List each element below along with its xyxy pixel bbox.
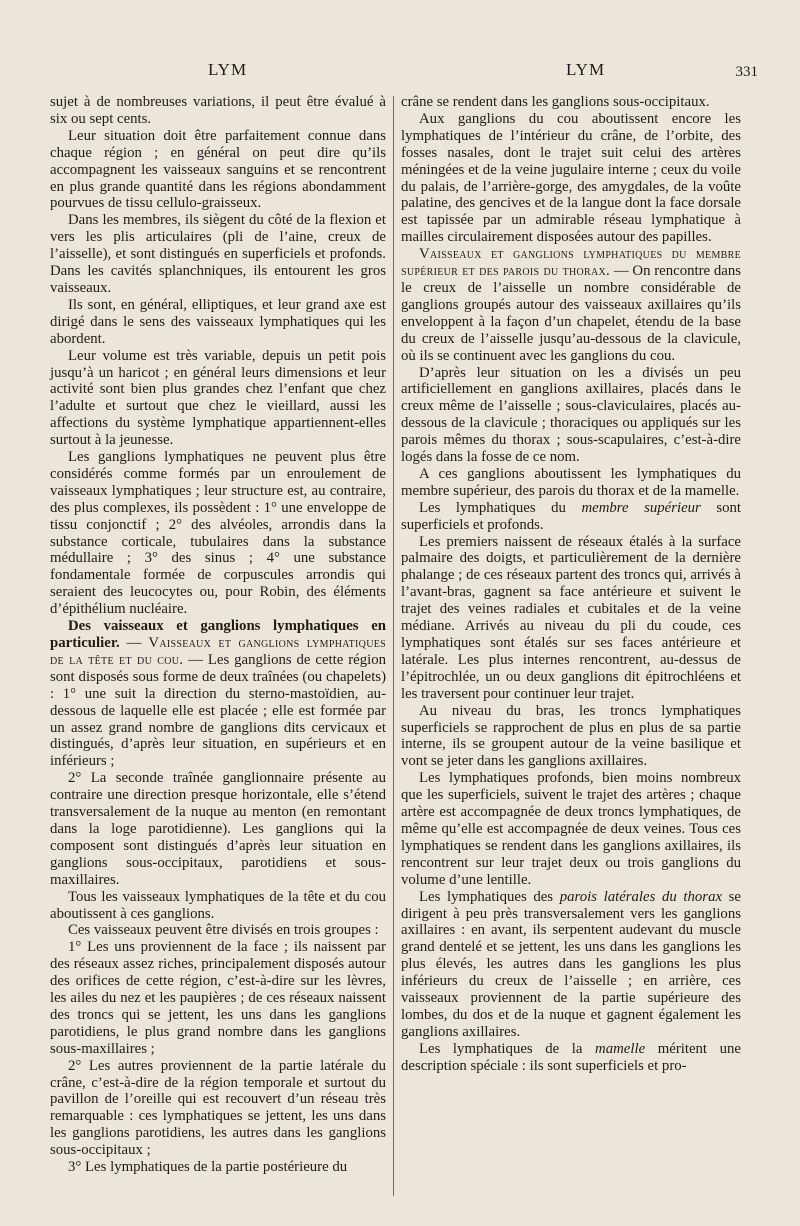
paragraph-text: — Les ganglions de cette région sont disposés sous forme de deux traînées (ou chapelets) : 1° une suit la direction du sterno-mastoïdien, au-dessous de laquelle elle est placée ; elle est formée par un assez grand nombre de ganglions dits cervicaux et distingués, d’après leur situation, en supérieurs et en inférieurs ; — [50, 651, 386, 770]
right-column — [401, 94, 741, 1075]
paragraph: Les ganglions lymphatiques ne peuvent plus être considérés comme formés par un enroulement de vaisseaux lymphatiques ; leur structure est, au contraire, des plus complexes, ils possèdent : 1° une enveloppe de tissu conjonctif ; 2° des alvéoles, arrondis dans la substance corticale, tubulaires dans la substance médullaire ; 3° des sinus ; 4° une substance fondamentale formée de corpuscules arrondis qui seraient des leucocytes ou, pour Robin, des éléments d’épithélium nucléaire. — [50, 449, 386, 618]
paragraph: Leur volume est très variable, depuis un petit pois jusqu’à un haricot ; en général leurs dimensions et leur activité sont bien plus grandes chez l’enfant que chez l’adulte et surtout que chez le vieillard, aussi les affections du système lymphatique appartiennent-elles surtout à la jeunesse. — [50, 347, 386, 449]
paragraph: Dans les membres, ils siègent du côté de la flexion et vers les plis articulaires (pli de l’aine, creux de l’aisselle), et sont distingués en superficiels et profonds. Dans les cavités splanchniques, ils entourent les gros vaisseaux. — [50, 212, 386, 296]
section-paragraph — [401, 246, 741, 364]
text-run: sont superficiels et profonds. — [401, 499, 741, 533]
paragraph: Les premiers naissent de réseaux étalés à la surface palmaire des doigts, et particulièrement de la dernière phalange ; de ces réseaux partent des troncs qui, arrivés à l’avant-bras, gagnent sa face antérieure et suivent le trajet des veines radiales et cubitales et de la veine médiane. Arrivés au niveau du pli du coude, ces lymphatiques sont étalés sur ses faces antérieure et latérale. Les plus internes rencontrent, au-dessus de l’épitrochlée, un ou deux ganglions dit épitrochléens et les traversent pour continuer leur trajet. — [401, 533, 741, 702]
paragraph: Leur situation doit être parfaitement connue dans chaque région ; en général on peut dire qu’ils accompagnent les vaisseaux sanguins et se rencontrent en plus grande quantité dans les régions abondamment pourvues de tissu cellulo-graisseux. — [50, 127, 386, 212]
text-run: méritent une description spéciale : ils sont superficiels et pro- — [401, 1040, 741, 1074]
paragraph: Aux ganglions du cou aboutissent encore les lymphatiques de l’intérieur du crâne, de l’orbite, des fosses nasales, dont le trajet suit celui des artères méningées et de la veine jugulaire interne ; ceux du voile du palais, de l’arrière-gorge, des amygdales, de la voûte palatine, des gencives et de la langue dont la face dorsale est tapissée par un admirable réseau lymphatique à mailles circulairement disposées autour des papilles. — [401, 110, 741, 246]
column-divider — [393, 96, 394, 1196]
paragraph-text: — On rencontre dans le creux de l’aisselle un nombre considérable de ganglions groupés autour des vaisseaux axillaires qu’ils enveloppent à la façon d’un chapelet, étendu de la base du creux de l’aisselle jusqu’au-dessous de la clavicule, où ils se continuent avec les ganglions du cou. — [401, 263, 741, 364]
paragraph: Au niveau du bras, les troncs lymphatiques superficiels se rapprochent de plus en plus de sa partie interne, ils se groupent autour de la veine basilique et vont se jeter dans les ganglions axillaires. — [401, 702, 741, 770]
text-run: Les lymphatiques de la — [419, 1040, 596, 1057]
section-heading: Des vaisseaux et ganglions lymphatiques en particulier. — [50, 618, 386, 651]
italic-term: membre supérieur — [581, 499, 701, 516]
paragraph — [401, 500, 741, 534]
page-number: 331 — [735, 64, 758, 80]
section-paragraph — [50, 618, 386, 770]
paragraph: sujet à de nombreuses variations, il peut être évalué à six ou sept cents. — [50, 94, 386, 127]
text-run: Les lymphatiques du — [419, 499, 582, 516]
left-column — [50, 94, 386, 1176]
paragraph — [401, 1041, 741, 1075]
paragraph — [401, 889, 741, 1041]
text-run: Les lymphatiques des — [419, 888, 560, 905]
paragraph: A ces ganglions aboutissent les lymphatiques du membre supérieur, des parois du thorax et de la mamelle. — [401, 465, 741, 499]
paragraph: crâne se rendent dans les ganglions sous-occipitaux. — [401, 94, 710, 110]
paragraph: Les lymphatiques profonds, bien moins nombreux que les superficiels, suivent le trajet des artères ; chaque artère est accompagnée de deux troncs lymphatiques, de même qu’elle est accompagnée de deux veines. Tous ces lymphatiques se rendent dans les ganglions axillaires, ils rencontrent sur leur trajet deux ou trois ganglions du volume d’une lentille. — [401, 770, 741, 888]
paragraph: 2° La seconde traînée ganglionnaire présente au contraire une direction presque horizontale, elle s’étend transversalement de la nuque au menton (en remontant dans la loge parotidienne). Les ganglions qui la composent sont distingués d’après leur situation en ganglions sous-occipitaux, parotidiens et sous-maxillaires. — [50, 770, 386, 888]
running-head-right: LYM — [566, 60, 606, 79]
italic-term: mamelle — [595, 1040, 646, 1057]
subsection-heading: Vaisseaux et ganglions lymphatiques du membre supérieur et des parois du thorax. — [401, 246, 741, 280]
italic-term: parois latérales du thorax — [559, 888, 723, 905]
paragraph: 2° Les autres proviennent de la partie latérale du crâne, c’est-à-dire de la région temporale et surtout du pavillon de l’oreille qui est recouvert d’un réseau très remarquable : ces lymphatiques se jettent, les uns dans les ganglions parotidiens, les autres dans les ganglions sous-occipitaux ; — [50, 1057, 386, 1159]
text-run: se dirigent à peu près transversalement vers les ganglions axillaires : en avant, ils serpentent audevant du muscle grand dentelé et se jettent, les uns dans les ganglions les plus élevés, les autres dans les ganglions les plus inférieurs du creux de l’aisselle ; en arrière, ces vaisseaux proviennent de la partie supérieure des lombes, du dos et de la nuque et gagnent également les ganglions axillaires. — [401, 888, 741, 1040]
paragraph: Ils sont, en général, elliptiques, et leur grand axe est dirigé dans le sens des vaisseaux lymphatiques qui les abordent. — [50, 296, 386, 347]
subsection-heading: Vaisseaux et ganglions lymphatiques de la tête et du cou. — [50, 635, 386, 668]
paragraph: D’après leur situation on les a divisés un peu artificiellement en ganglions axillaires, placés dans le creux même de l’aisselle ; sous-claviculaires, placés au-dessous de la clavicule ; thoraciques ou appliqués sur les parois mêmes du thorax ; sous-scapulaires, c’est-à-dire logés dans la fosse de ce nom. — [401, 364, 741, 466]
dash: — — [119, 635, 149, 651]
paragraph: 1° Les uns proviennent de la face ; ils naissent par des réseaux assez riches, principalement disposés autour des orifices de cette région, c’est-à-dire sur les lèvres, les ailes du nez et les paupières ; de ces réseaux naissent des troncs qui se jettent, les uns dans les ganglions parotidiens, le plus grand nombre dans les ganglions sous-maxillaires ; — [50, 939, 386, 1057]
paragraph: Tous les vaisseaux lymphatiques de la tête et du cou aboutissent à ces ganglions. — [50, 888, 386, 922]
paragraph: 3° Les lymphatiques de la partie postérieure du — [68, 1159, 348, 1176]
paragraph: Ces vaisseaux peuvent être divisés en trois groupes : — [68, 922, 379, 939]
running-head-left: LYM — [208, 60, 248, 79]
